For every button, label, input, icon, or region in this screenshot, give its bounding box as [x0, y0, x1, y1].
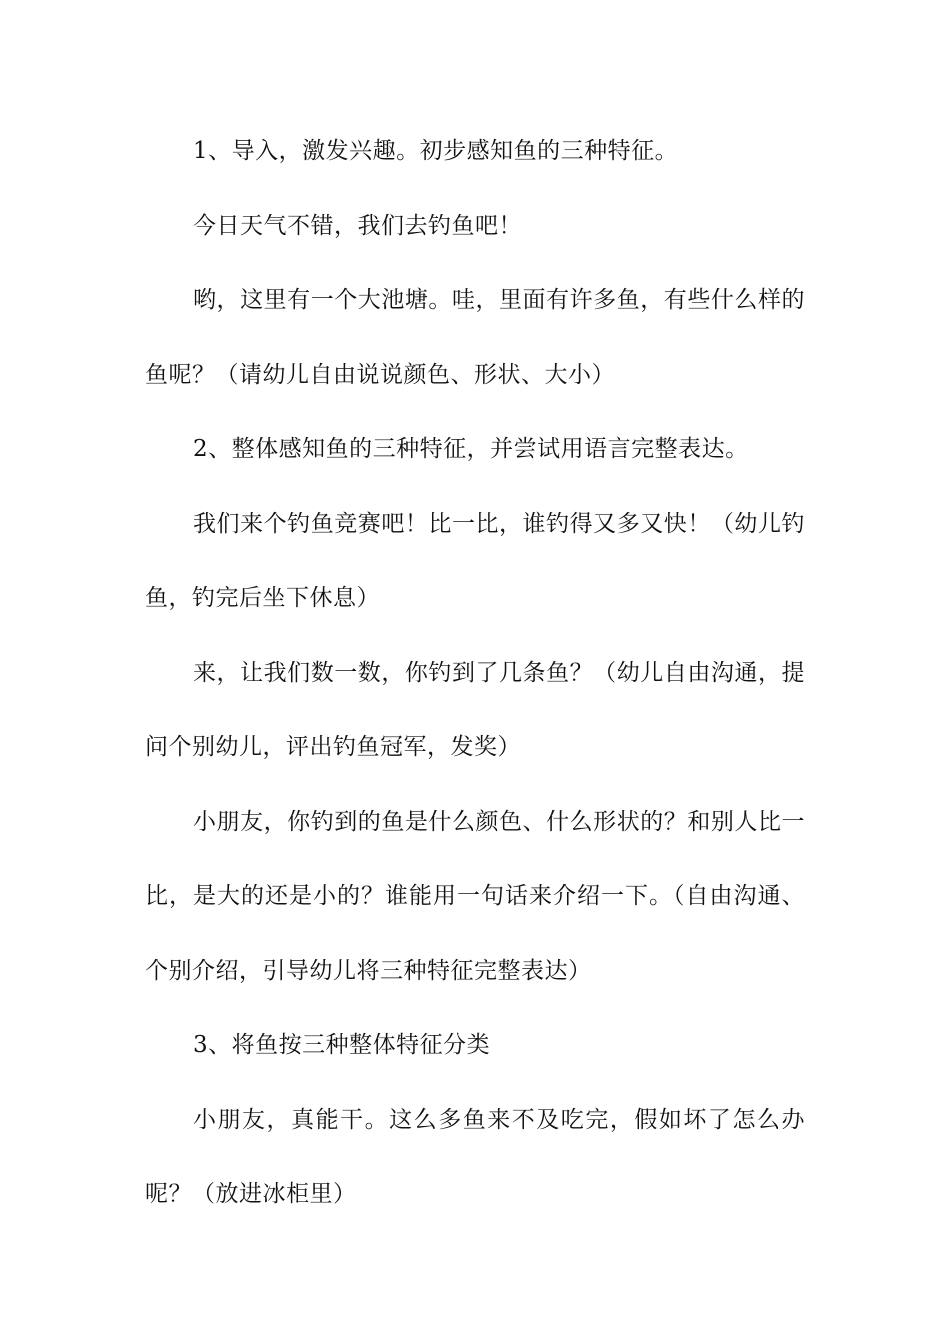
paragraph-fishing-contest: 我们来个钓鱼竞赛吧！比一比，谁钓得又多又快！（幼儿钓鱼，钓完后坐下休息）: [145, 510, 805, 611]
paragraph-count-fish: 来，让我们数一数，你钓到了几条鱼？（幼儿自由沟通，提问个别幼儿，评出钓鱼冠军，发奖）: [145, 659, 805, 760]
document-body: [145, 114, 805, 1232]
paragraph-step-2-heading: 2、整体感知鱼的三种特征，并尝试用语言完整表达。: [193, 436, 749, 462]
paragraph-weather: 今日天气不错，我们去钓鱼吧！: [193, 212, 522, 239]
paragraph-step-1-heading: 1、导入，激发兴趣。初步感知鱼的三种特征。: [193, 138, 679, 164]
paragraph-freezer: 小朋友，真能干。这么多鱼来不及吃完，假如坏了怎么办呢？（放进冰柜里）: [145, 1106, 805, 1207]
paragraph-step-3-heading: 3、将鱼按三种整体特征分类: [193, 1032, 491, 1058]
paragraph-describe-fish: 小朋友，你钓到的鱼是什么颜色、什么形状的？和别人比一比，是大的还是小的？谁能用一句话来介绍一下。（自由沟通、个别介绍，引导幼儿将三种特征完整表达）: [145, 808, 805, 984]
paragraph-pond: 哟，这里有一个大池塘。哇，里面有许多鱼，有些什么样的鱼呢？（请幼儿自由说说颜色、形状、大小）: [145, 287, 805, 388]
